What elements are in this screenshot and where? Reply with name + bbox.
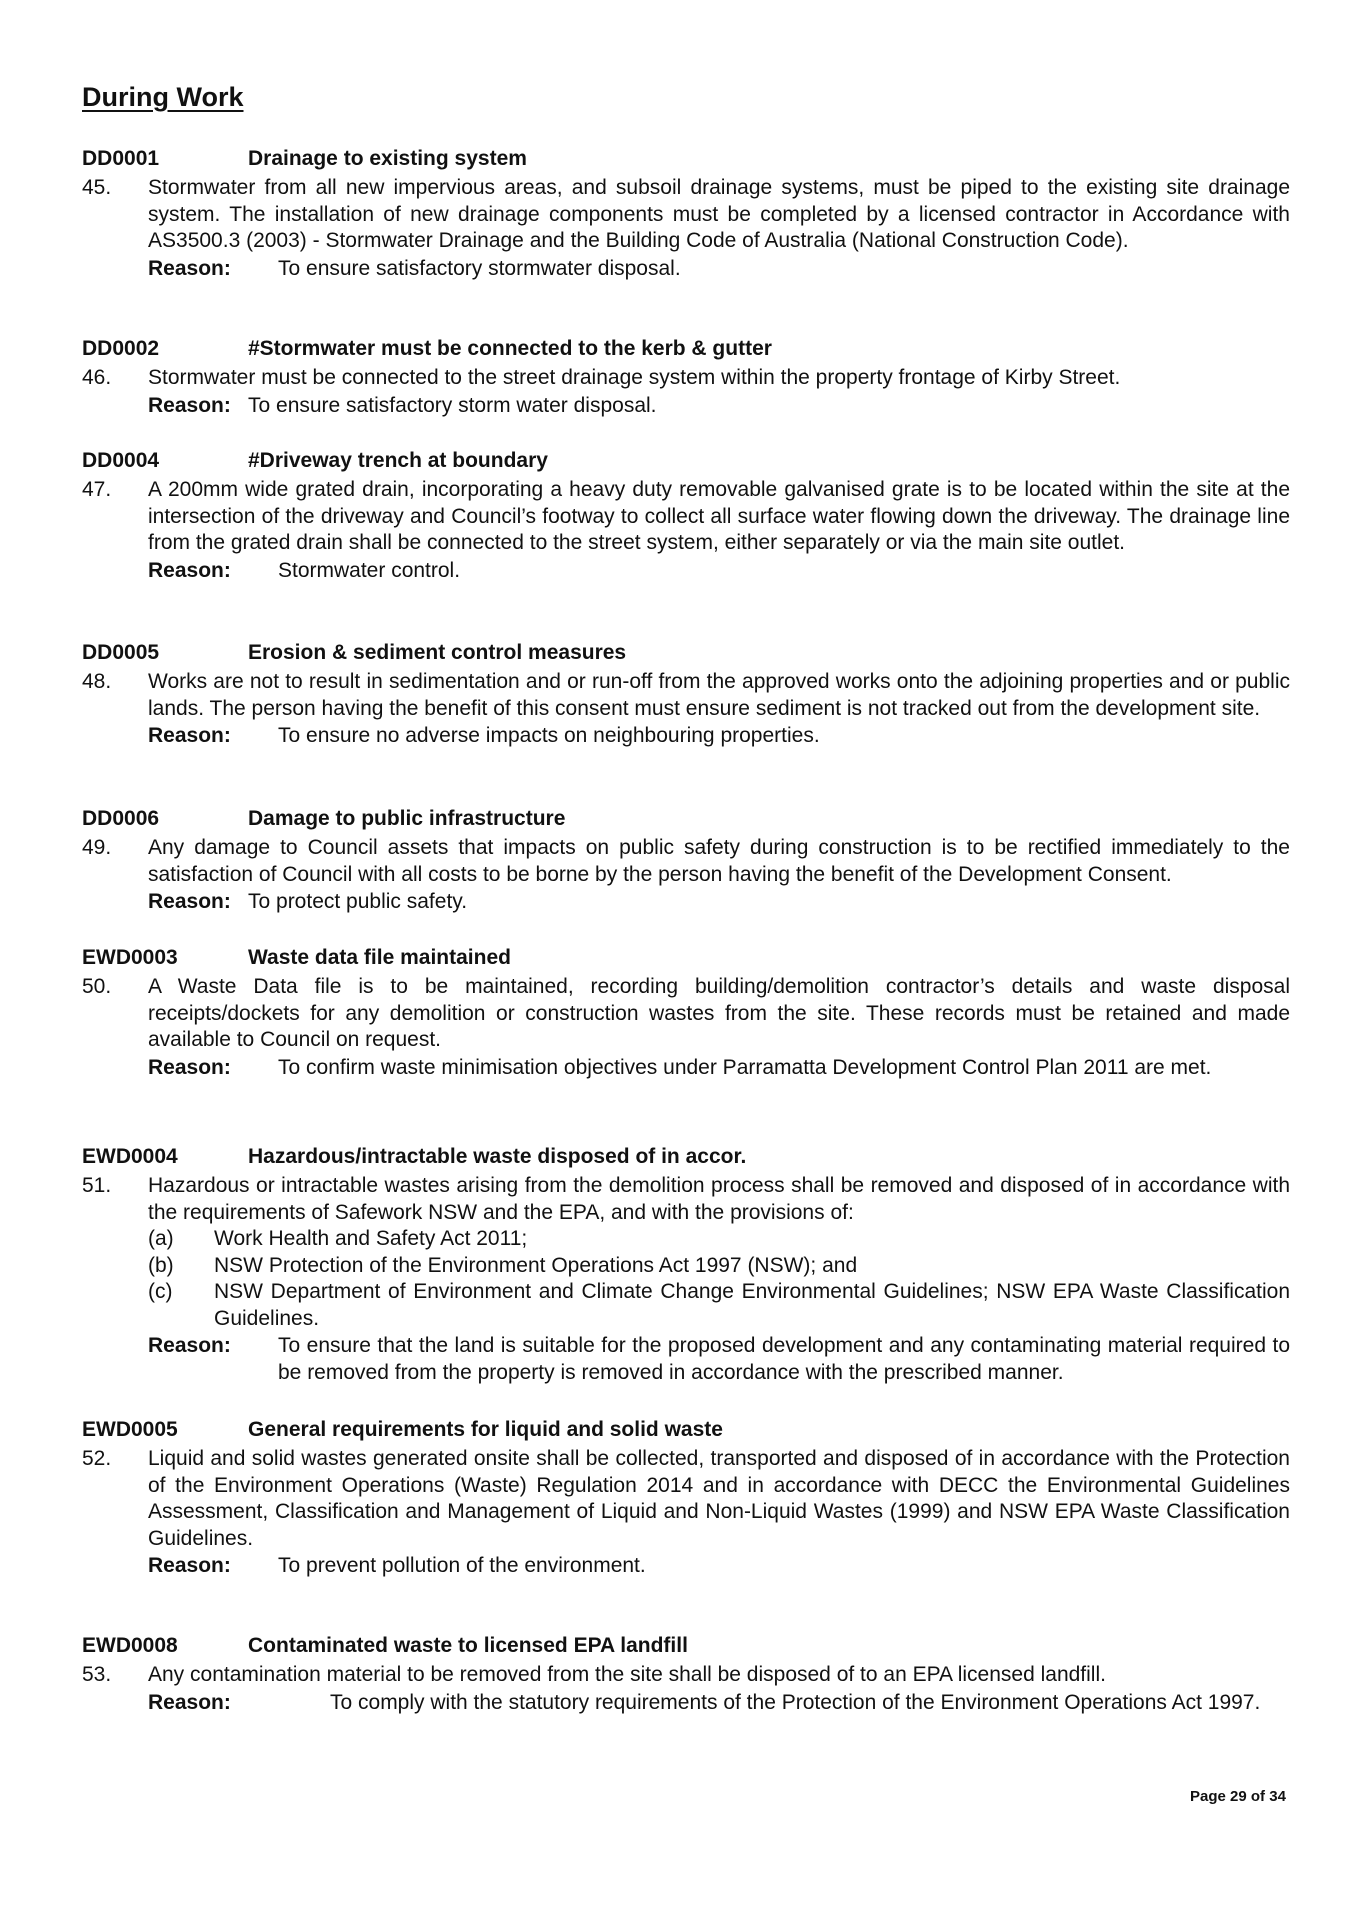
condition-title: Waste data file maintained [248,946,511,969]
condition-text: Any contamination material to be removed from the site shall be disposed of to an EPA licensed landfill. [148,1663,1106,1686]
condition-code: EWD0008 [82,1634,178,1657]
subitem-text: Work Health and Safety Act 2011; [214,1227,528,1250]
condition-heading [82,1145,1290,1173]
condition-text: Hazardous or intractable wastes arising from the demolition process shall be removed and disposed of in accordance with the requirements of Safework NSW and the EPA, and with the provisions of: [148,1174,1290,1224]
reason-text: To prevent pollution of the environment. [278,1554,646,1577]
condition-code: DD0005 [82,641,160,664]
condition-number: 53. [82,1663,112,1686]
condition-code: EWD0003 [82,946,178,969]
condition-heading [82,147,1290,175]
page-number [1190,1788,1286,1805]
condition-body [82,974,1290,1054]
reason-label: Reason: [148,1334,231,1357]
reason-label: Reason: [148,890,231,913]
subitem-c [148,1279,1290,1332]
condition-code: DD0004 [82,449,160,472]
condition-heading [82,1418,1290,1446]
page-current: 29 [1230,1788,1247,1805]
condition-number: 47. [82,478,112,501]
condition-reason [148,392,1290,419]
condition-heading [82,946,1290,974]
reason-text: To ensure satisfactory stormwater disposal. [278,256,681,280]
condition-code: DD0006 [82,807,160,830]
condition-code: EWD0005 [82,1418,178,1441]
reason-text: To ensure that the land is suitable for the proposed development and any contaminating material required to be removed from the property is removed in accordance with the prescribed manner. [278,1334,1290,1384]
condition-body [82,1173,1290,1226]
page-total: 34 [1269,1788,1286,1805]
condition-title: Hazardous/intractable waste disposed of in accor. [248,1145,747,1168]
condition-heading [82,337,1290,365]
reason-text: To comply with the statutory requirements of the Protection of the Environment Operations Act 1997. [330,1690,1261,1714]
condition-ewd0004 [82,1145,1290,1386]
condition-text: Any damage to Council assets that impacts on public safety during construction is to be rectified immediately to the satisfaction of Council with all costs to be borne by the person having the benefit of the Development Consent. [148,836,1290,886]
condition-text: A 200mm wide grated drain, incorporating a heavy duty removable galvanised grate is to be located within the site at the intersection of the driveway and Council’s footway to collect all surface water flowing down the driveway. The drainage line from the grated drain shall be connected to the street system, either separately or via the main site outlet. [148,478,1290,554]
condition-ewd0005 [82,1418,1290,1579]
condition-body [82,477,1290,557]
condition-dd0004 [82,449,1290,584]
condition-title: General requirements for liquid and solid waste [248,1418,723,1441]
condition-reason [148,1689,1290,1716]
reason-label: Reason: [148,393,231,417]
reason-text: To ensure satisfactory storm water disposal. [248,393,657,417]
condition-body [82,835,1290,888]
condition-code: EWD0004 [82,1145,178,1168]
condition-dd0006 [82,807,1290,915]
condition-title: Damage to public infrastructure [248,807,566,830]
condition-reason [148,1054,1290,1081]
subitem-label: (a) [148,1227,174,1250]
condition-ewd0008 [82,1634,1290,1716]
reason-text: To confirm waste minimisation objectives under Parramatta Development Control Plan 2011 are met. [278,1055,1212,1079]
condition-number: 46. [82,366,112,389]
condition-text: Liquid and solid wastes generated onsite shall be collected, transported and disposed of in accordance with the Protection of the Environment Operations (Waste) Regulation 2014 and in accordance with DECC the Environmental Guidelines Assessment, Classification and Management of Liquid and Non-Liquid Wastes (1999) and NSW EPA Waste Classification Guidelines. [148,1447,1290,1550]
reason-label: Reason: [148,724,231,747]
condition-title: Contaminated waste to licensed EPA landfill [248,1634,688,1657]
condition-title: #Stormwater must be connected to the kerb & gutter [248,337,772,360]
condition-reason [148,888,1290,915]
subitem-text: NSW Protection of the Environment Operations Act 1997 (NSW); and [214,1253,858,1277]
condition-heading [82,1634,1290,1662]
page-prefix: Page [1190,1788,1226,1805]
condition-heading [82,449,1290,477]
reason-label: Reason: [148,1055,231,1079]
condition-title: Erosion & sediment control measures [248,641,627,664]
condition-reason [148,1552,1290,1579]
condition-number: 52. [82,1447,112,1470]
condition-title: Drainage to existing system [248,147,527,170]
condition-ewd0003 [82,946,1290,1081]
reason-label: Reason: [148,558,231,582]
section-title: During Work [82,82,244,112]
condition-text: Stormwater must be connected to the street drainage system within the property frontage of Kirby Street. [148,366,1121,389]
condition-reason [148,1332,1290,1386]
condition-dd0002 [82,337,1290,419]
page-of: of [1250,1788,1266,1805]
condition-dd0005 [82,641,1290,749]
condition-reason [148,722,1290,749]
condition-text: Stormwater from all new impervious areas, and subsoil drainage systems, must be piped to the existing site drainage system. The installation of new drainage components must be completed by a licensed contractor in Accordance with AS3500.3 (2003) - Stormwater Drainage and the Building Code of Australia (National Construction Code). [148,176,1290,252]
subitem-a [148,1226,1290,1253]
reason-text: Stormwater control. [278,558,461,582]
condition-reason [148,557,1290,584]
reason-label: Reason: [148,1690,231,1714]
condition-heading [82,641,1290,669]
condition-body [82,669,1290,722]
reason-label: Reason: [148,1554,231,1577]
condition-reason [148,255,1290,282]
condition-body [82,1662,1290,1689]
condition-body [82,1446,1290,1552]
condition-number: 45. [82,176,112,199]
condition-number: 51. [82,1174,112,1197]
condition-text: Works are not to result in sedimentation and or run-off from the approved works onto the adjoining properties and or public lands. The person having the benefit of this consent must ensure sediment is not tracked out from the development site. [148,670,1290,720]
subitem-label: (c) [148,1280,173,1303]
condition-text: A Waste Data file is to be maintained, recording building/demolition contractor’s details and waste disposal receipts/dockets for any demolition or construction wastes from the site. These records must be retained and made available to Council on request. [148,975,1290,1051]
condition-number: 49. [82,836,112,859]
condition-code: DD0002 [82,337,160,360]
subitem-text: NSW Department of Environment and Climate Change Environmental Guidelines; NSW EPA Waste Classification Guidelines. [214,1280,1290,1330]
condition-dd0001 [82,147,1290,282]
condition-code: DD0001 [82,147,160,170]
condition-body [82,175,1290,255]
condition-number: 50. [82,975,112,998]
condition-body [82,365,1290,392]
reason-label: Reason: [148,256,231,280]
condition-number: 48. [82,670,112,693]
condition-title: #Driveway trench at boundary [248,449,548,472]
condition-heading [82,807,1290,835]
reason-text: To protect public safety. [248,890,468,913]
subitem-label: (b) [148,1253,174,1277]
subitem-b [148,1253,1290,1280]
reason-text: To ensure no adverse impacts on neighbouring properties. [278,724,820,747]
